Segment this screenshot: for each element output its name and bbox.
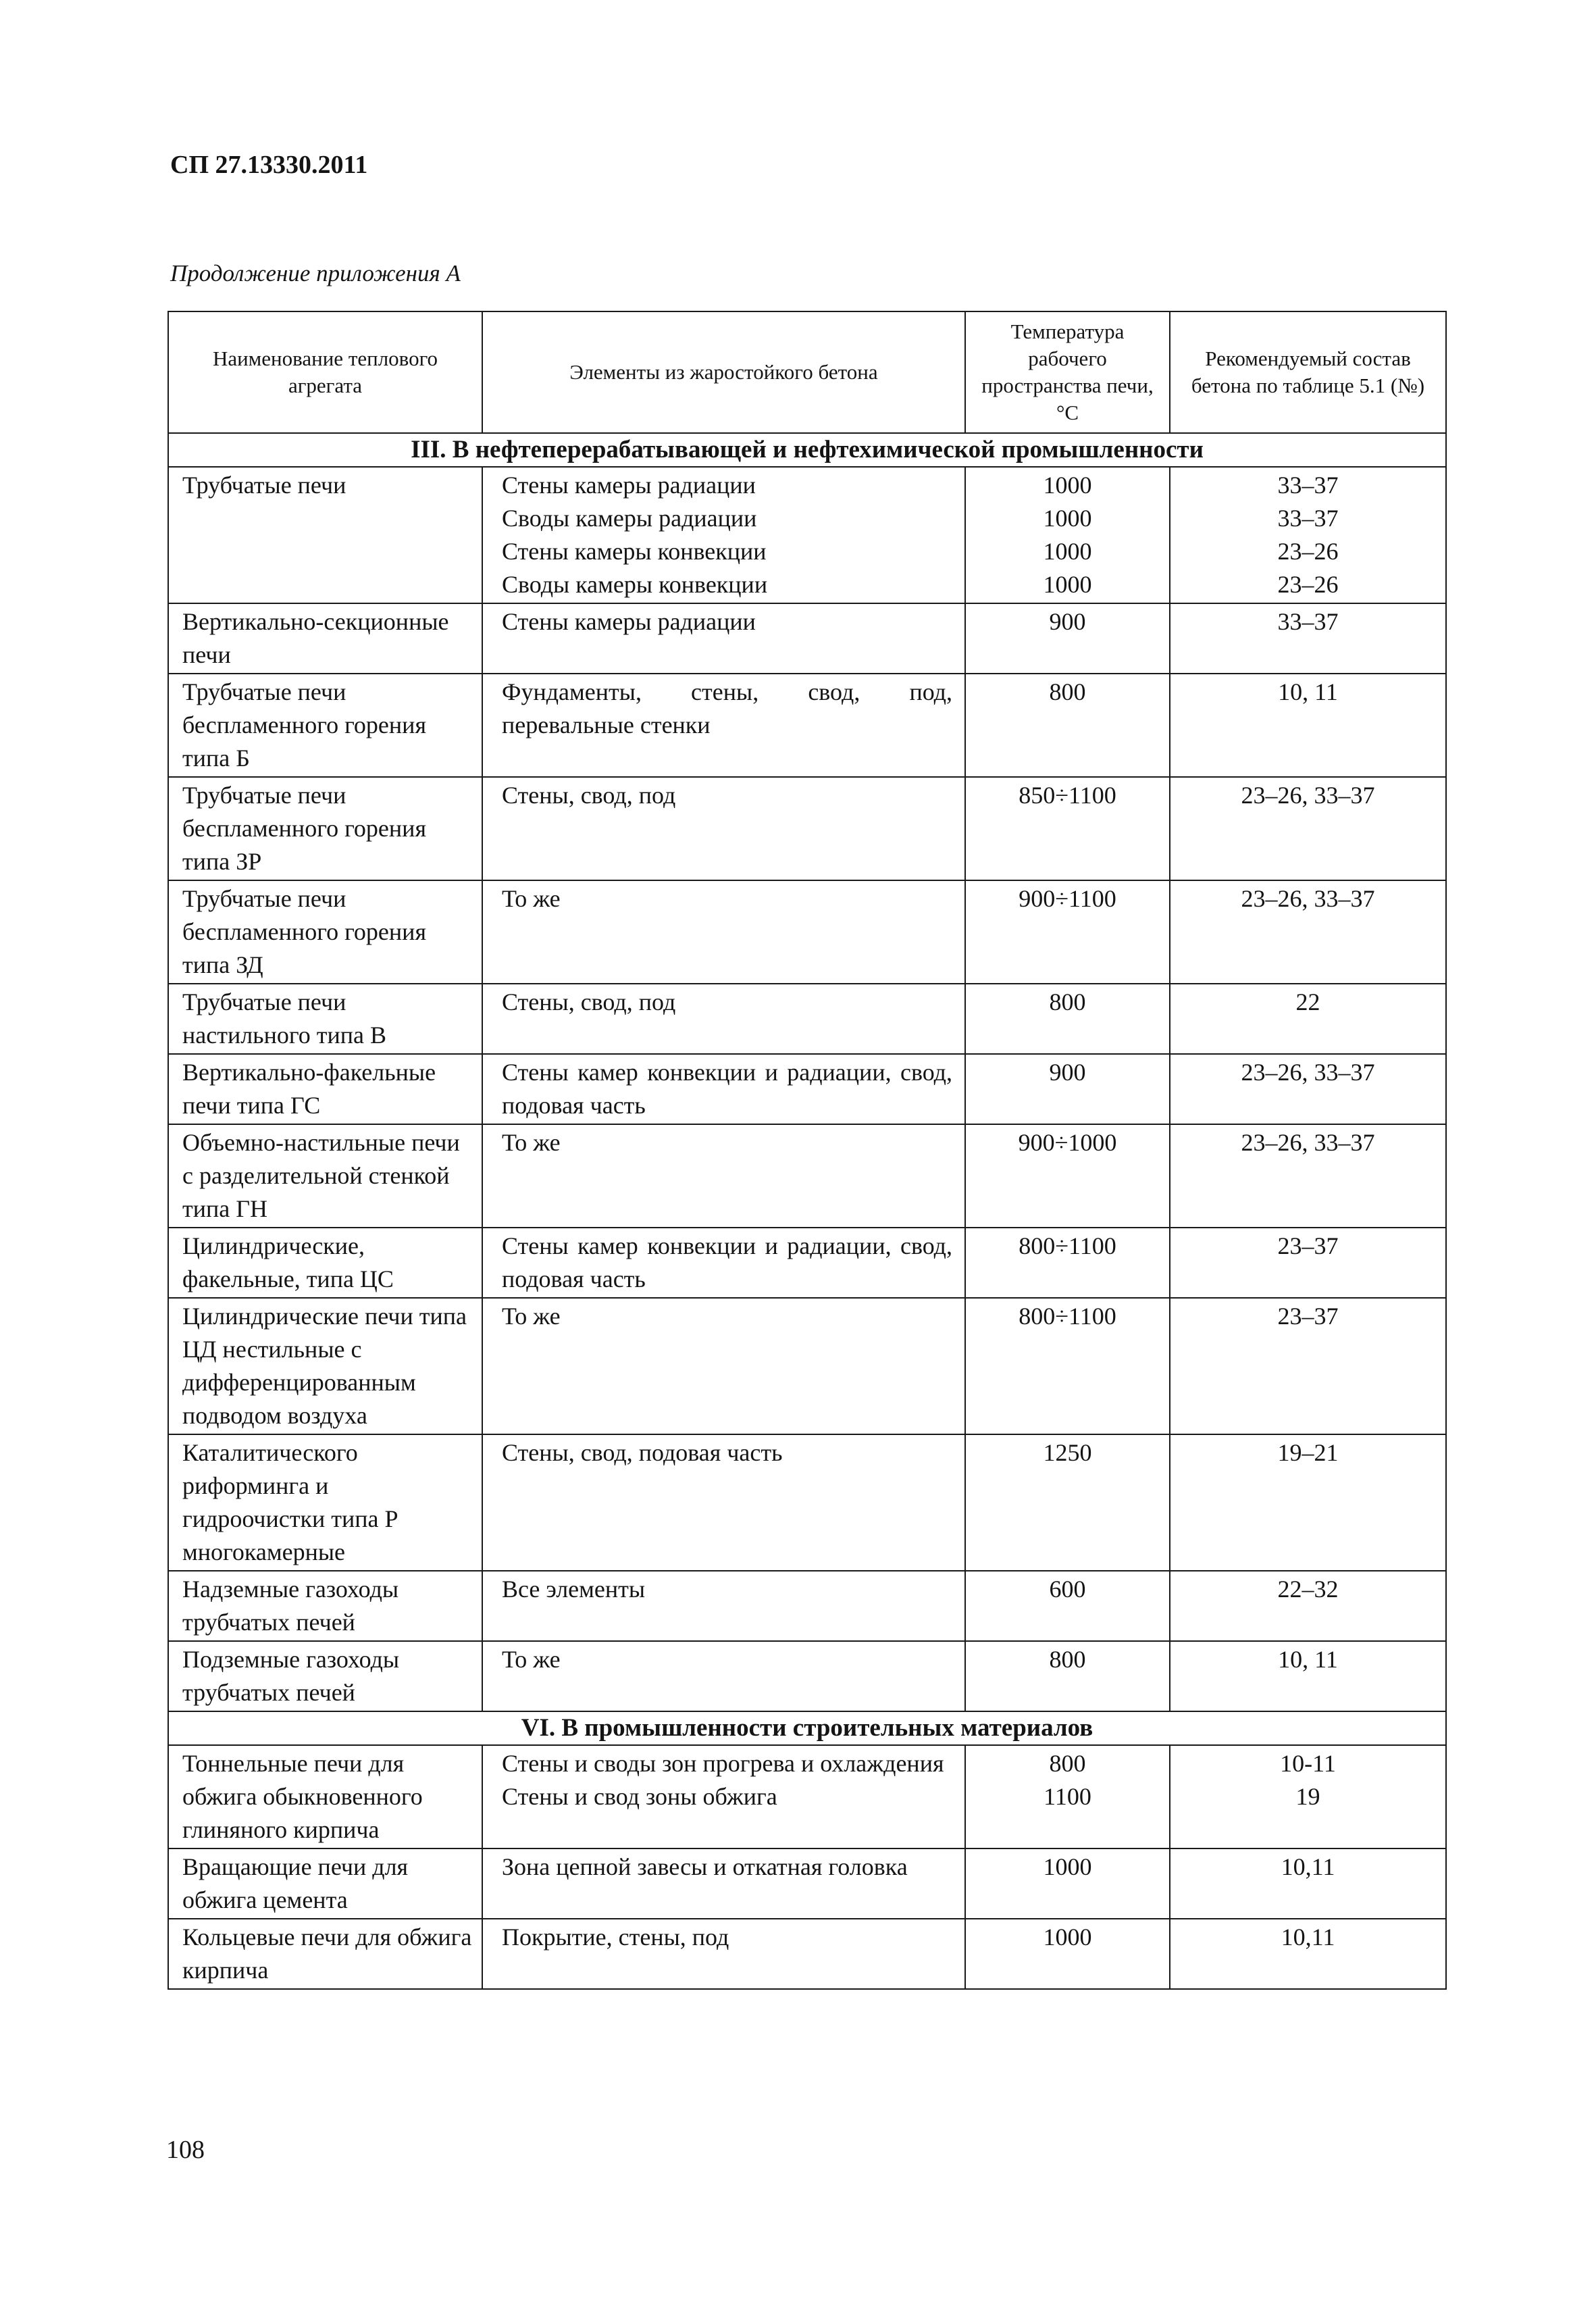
concrete-elements-cell xyxy=(482,880,965,984)
element-line: Фундаменты, стены, свод, под, перевальные стенки xyxy=(502,678,952,738)
table-row xyxy=(168,674,1446,777)
furnace-name-cell: Трубчатые печи беспламенного горения типа ЗД xyxy=(168,880,482,984)
section-title: III. В нефтеперерабатывающей и нефтехимической промышленности xyxy=(168,433,1446,467)
temperature-cell xyxy=(965,1848,1170,1919)
element-line: Стены камеры конвекции xyxy=(502,538,767,565)
element-line: То же xyxy=(502,885,561,912)
composition-cell xyxy=(1170,674,1446,777)
temperature-value: 850÷1100 xyxy=(1019,782,1116,809)
table-row xyxy=(168,1298,1446,1434)
composition-cell xyxy=(1170,1848,1446,1919)
composition-value: 23–26, 33–37 xyxy=(1241,1129,1375,1156)
furnace-name-cell: Вращающие печи для обжига цемента xyxy=(168,1848,482,1919)
composition-cell xyxy=(1170,1919,1446,1989)
temperature-cell xyxy=(965,777,1170,880)
furnace-name-cell: Трубчатые печи беспламенного горения типа ЗР xyxy=(168,777,482,880)
temperature-value: 800 xyxy=(1049,1750,1086,1777)
temperature-cell xyxy=(965,674,1170,777)
table-row xyxy=(168,1434,1446,1571)
element-line: Стены камеры радиации xyxy=(502,472,756,499)
furnace-name-cell: Кольцевые печи для обжига кирпича xyxy=(168,1919,482,1989)
table-row xyxy=(168,1054,1446,1124)
temperature-value: 1000 xyxy=(1043,538,1092,565)
composition-value: 23–26, 33–37 xyxy=(1241,885,1375,912)
temperature-value: 900 xyxy=(1049,1059,1086,1086)
composition-cell xyxy=(1170,603,1446,674)
composition-value: 23–26 xyxy=(1277,538,1339,565)
temperature-value: 800÷1100 xyxy=(1019,1232,1116,1259)
refractory-concrete-table-container xyxy=(168,311,1445,1990)
furnace-name-cell: Цилиндрические печи типа ЦД нестильные с дифференцированным подводом воздуха xyxy=(168,1298,482,1434)
element-line: Покрытие, стены, под xyxy=(502,1923,729,1951)
composition-cell xyxy=(1170,1571,1446,1641)
temperature-cell xyxy=(965,1228,1170,1298)
temperature-value: 800 xyxy=(1049,678,1086,705)
temperature-value: 900÷1100 xyxy=(1019,885,1116,912)
element-line: То же xyxy=(502,1646,561,1673)
table-row xyxy=(168,1228,1446,1298)
furnace-name-cell: Трубчатые печи xyxy=(168,467,482,603)
temperature-value: 800 xyxy=(1049,988,1086,1015)
table-row xyxy=(168,603,1446,674)
composition-value: 23–26 xyxy=(1277,571,1339,598)
table-row xyxy=(168,1848,1446,1919)
temperature-cell xyxy=(965,1298,1170,1434)
composition-value: 19 xyxy=(1295,1783,1320,1810)
furnace-name-cell: Трубчатые печи беспламенного горения типа Б xyxy=(168,674,482,777)
temperature-cell xyxy=(965,1919,1170,1989)
table-row xyxy=(168,467,1446,603)
table-row xyxy=(168,1919,1446,1989)
section-row xyxy=(168,1711,1446,1745)
section-title: VI. В промышленности строительных материалов xyxy=(168,1711,1446,1745)
page-number: 108 xyxy=(166,2136,205,2164)
element-line: То же xyxy=(502,1129,561,1156)
document-code: СП 27.13330.2011 xyxy=(170,151,368,179)
element-line: Стены и своды зон прогрева и охлаждения xyxy=(502,1750,944,1777)
table-row xyxy=(168,1641,1446,1711)
temperature-value: 600 xyxy=(1049,1576,1086,1603)
composition-value: 23–37 xyxy=(1277,1232,1339,1259)
composition-value: 23–26, 33–37 xyxy=(1241,782,1375,809)
element-line: Стены, свод, под xyxy=(502,782,676,809)
element-line: Своды камеры конвекции xyxy=(502,571,768,598)
element-line: Стены камер конвекции и радиации, свод, подовая часть xyxy=(502,1232,952,1292)
section-row xyxy=(168,433,1446,467)
furnace-name-cell: Вертикально-секционные печи xyxy=(168,603,482,674)
temperature-cell xyxy=(965,603,1170,674)
temperature-cell xyxy=(965,1434,1170,1571)
temperature-value: 1000 xyxy=(1043,571,1092,598)
furnace-name-cell: Вертикально-факельные печи типа ГС xyxy=(168,1054,482,1124)
temperature-cell xyxy=(965,1745,1170,1848)
temperature-value: 900 xyxy=(1049,608,1086,635)
composition-cell xyxy=(1170,1054,1446,1124)
concrete-elements-cell xyxy=(482,1124,965,1228)
concrete-elements-cell xyxy=(482,1054,965,1124)
table-row xyxy=(168,984,1446,1054)
composition-value: 22 xyxy=(1295,988,1320,1015)
table-row xyxy=(168,880,1446,984)
composition-value: 23–26, 33–37 xyxy=(1241,1059,1375,1086)
concrete-elements-cell xyxy=(482,603,965,674)
element-line: Стены, свод, под xyxy=(502,988,676,1015)
composition-value: 19–21 xyxy=(1277,1439,1339,1466)
composition-cell xyxy=(1170,984,1446,1054)
concrete-elements-cell xyxy=(482,777,965,880)
composition-cell xyxy=(1170,1228,1446,1298)
composition-cell xyxy=(1170,1641,1446,1711)
element-line: Стены и свод зоны обжига xyxy=(502,1783,777,1810)
table-row xyxy=(168,1745,1446,1848)
temperature-value: 1000 xyxy=(1043,1923,1092,1951)
concrete-elements-cell xyxy=(482,674,965,777)
concrete-elements-cell xyxy=(482,1745,965,1848)
temperature-cell xyxy=(965,1124,1170,1228)
temperature-value: 1100 xyxy=(1044,1783,1091,1810)
element-line: Стены, свод, подовая часть xyxy=(502,1439,783,1466)
furnace-name-cell: Подземные газоходы трубчатых печей xyxy=(168,1641,482,1711)
concrete-elements-cell xyxy=(482,1434,965,1571)
composition-cell xyxy=(1170,1298,1446,1434)
temperature-cell xyxy=(965,1641,1170,1711)
composition-value: 33–37 xyxy=(1277,505,1339,532)
concrete-elements-cell xyxy=(482,984,965,1054)
column-header: Наименование теплового агрегата xyxy=(168,311,482,433)
concrete-elements-cell xyxy=(482,1848,965,1919)
element-line: Стены камеры радиации xyxy=(502,608,756,635)
composition-value: 10, 11 xyxy=(1278,1646,1338,1673)
element-line: Все элементы xyxy=(502,1576,646,1603)
composition-cell xyxy=(1170,1434,1446,1571)
temperature-value: 1000 xyxy=(1043,505,1092,532)
composition-value: 33–37 xyxy=(1277,472,1339,499)
refractory-concrete-table xyxy=(168,311,1447,1990)
composition-value: 10, 11 xyxy=(1278,678,1338,705)
temperature-cell xyxy=(965,1054,1170,1124)
concrete-elements-cell xyxy=(482,467,965,603)
column-header: Температура рабочего пространства печи, °С xyxy=(965,311,1170,433)
furnace-name-cell: Трубчатые печи настильного типа В xyxy=(168,984,482,1054)
element-line: Своды камеры радиации xyxy=(502,505,757,532)
temperature-cell xyxy=(965,467,1170,603)
composition-value: 23–37 xyxy=(1277,1303,1339,1330)
temperature-cell xyxy=(965,1571,1170,1641)
table-row xyxy=(168,777,1446,880)
temperature-value: 900÷1000 xyxy=(1018,1129,1117,1156)
concrete-elements-cell xyxy=(482,1919,965,1989)
temperature-value: 1250 xyxy=(1043,1439,1092,1466)
concrete-elements-cell xyxy=(482,1641,965,1711)
furnace-name-cell: Цилиндрические, факельные, типа ЦС xyxy=(168,1228,482,1298)
column-header: Рекомендуемый состав бетона по таблице 5.1 (№) xyxy=(1170,311,1446,433)
table-row xyxy=(168,1571,1446,1641)
element-line: Зона цепной завесы и откатная головка xyxy=(502,1853,908,1880)
composition-cell xyxy=(1170,1745,1446,1848)
furnace-name-cell: Надземные газоходы трубчатых печей xyxy=(168,1571,482,1641)
concrete-elements-cell xyxy=(482,1228,965,1298)
element-line: То же xyxy=(502,1303,561,1330)
temperature-cell xyxy=(965,984,1170,1054)
temperature-cell xyxy=(965,880,1170,984)
composition-value: 10-11 xyxy=(1280,1750,1336,1777)
composition-cell xyxy=(1170,467,1446,603)
temperature-value: 1000 xyxy=(1043,472,1092,499)
composition-value: 10,11 xyxy=(1281,1923,1335,1951)
concrete-elements-cell xyxy=(482,1298,965,1434)
temperature-value: 800÷1100 xyxy=(1019,1303,1116,1330)
composition-value: 22–32 xyxy=(1277,1576,1339,1603)
furnace-name-cell: Каталитического риформинга и гидроочистки типа Р многокамерные xyxy=(168,1434,482,1571)
furnace-name-cell: Тоннельные печи для обжига обыкновенного глиняного кирпича xyxy=(168,1745,482,1848)
table-header-row xyxy=(168,311,1446,433)
continuation-caption: Продолжение приложения А xyxy=(170,260,461,286)
composition-cell xyxy=(1170,880,1446,984)
column-header: Элементы из жаростойкого бетона xyxy=(482,311,965,433)
concrete-elements-cell xyxy=(482,1571,965,1641)
composition-value: 33–37 xyxy=(1277,608,1339,635)
table-row xyxy=(168,1124,1446,1228)
element-line: Стены камер конвекции и радиации, свод, подовая часть xyxy=(502,1059,952,1119)
composition-value: 10,11 xyxy=(1281,1853,1335,1880)
table-body xyxy=(168,433,1446,1989)
temperature-value: 1000 xyxy=(1043,1853,1092,1880)
composition-cell xyxy=(1170,1124,1446,1228)
composition-cell xyxy=(1170,777,1446,880)
temperature-value: 800 xyxy=(1049,1646,1086,1673)
furnace-name-cell: Объемно-настильные печи с разделительной стенкой типа ГН xyxy=(168,1124,482,1228)
